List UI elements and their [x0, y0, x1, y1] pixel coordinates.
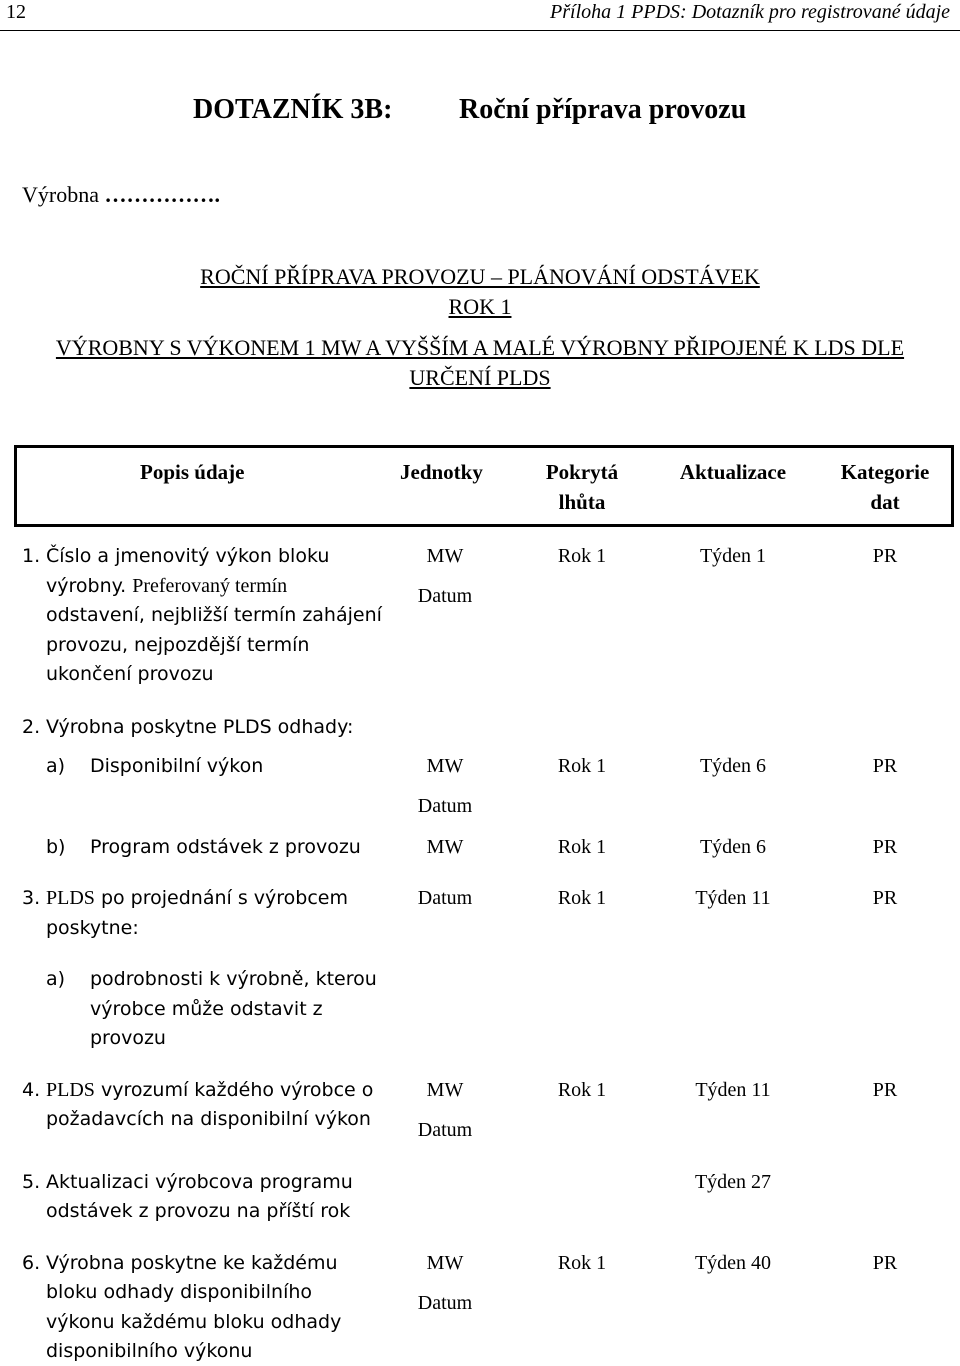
row2a-unit-mw: MW [426, 755, 464, 777]
row1-num: 1. [22, 545, 41, 567]
row1-line5: ukončení provozu [46, 663, 214, 685]
row2-text: Výrobna poskytne PLDS odhady: [46, 716, 354, 738]
header-aktualizace: Aktualizace [679, 460, 787, 484]
row3-num: 3. [22, 887, 41, 909]
row2a-aktualizace: Týden 6 [699, 755, 767, 777]
row3-line2: poskytne: [46, 917, 139, 939]
row4-aktualizace: Týden 11 [695, 1079, 771, 1101]
section-heading-2: ROK 1 [448, 294, 512, 319]
section-heading-4: URČENÍ PLDS [409, 365, 551, 390]
row3-aktualizace: Týden 11 [695, 887, 771, 909]
row2-num: 2. [22, 716, 41, 738]
vyrobna-label: Výrobna [22, 182, 99, 207]
vyrobna-dots: ……………. [104, 182, 220, 207]
row3a-line2: výrobce může odstavit z [90, 998, 323, 1020]
row1-line2b: Preferovaný termín [132, 575, 288, 597]
row2a-mark: a) [46, 755, 66, 777]
row6-line3: výkonu každému bloku odhady [46, 1311, 342, 1333]
row4-unit-datum: Datum [417, 1119, 473, 1141]
row1-aktualizace: Týden 1 [699, 545, 767, 567]
row2a-text: Disponibilní výkon [90, 755, 264, 777]
row4-num: 4. [22, 1079, 41, 1101]
row4-line1b: vyrozumí každého výrobce o [100, 1079, 374, 1101]
row2b-kategorie: PR [872, 836, 898, 858]
row1-unit-datum: Datum [417, 585, 473, 607]
row6-line1: Výrobna poskytne ke každému [46, 1252, 338, 1274]
section-heading-3: VÝROBNY S VÝKONEM 1 MW A VYŠŠÍM A MALÉ VÝROBNY PŘIPOJENÉ K LDS DLE [55, 335, 905, 360]
row1-line4: provozu, nejpozdější termín [46, 634, 310, 656]
row4-line1a: PLDS [46, 1079, 95, 1101]
vyrobna-field [22, 182, 220, 208]
header-kategorie-1: Kategorie [840, 460, 930, 484]
row6-kategorie: PR [872, 1252, 898, 1274]
row1-kategorie: PR [872, 545, 898, 567]
row1-lhuta: Rok 1 [557, 545, 607, 567]
row5-num: 5. [22, 1171, 41, 1193]
row6-line4: disponibilního výkonu [46, 1340, 253, 1362]
page-number: 12 [6, 1, 26, 23]
row1-unit-mw: MW [426, 545, 464, 567]
row5-aktualizace: Týden 27 [694, 1171, 772, 1193]
row2a-kategorie: PR [872, 755, 898, 777]
row3-line1 [46, 883, 348, 913]
row2b-lhuta: Rok 1 [557, 836, 607, 858]
header-rule [0, 30, 960, 31]
row1-line2 [46, 571, 287, 601]
row1-line3: odstavení, nejbližší termín zahájení [46, 604, 382, 626]
row6-unit-mw: MW [426, 1252, 464, 1274]
row6-lhuta: Rok 1 [557, 1252, 607, 1274]
header-lhuta-2: lhůta [558, 490, 606, 514]
row5-line1: Aktualizaci výrobcova programu [46, 1171, 353, 1193]
row3-line1b: po projednání s výrobcem [100, 887, 348, 909]
row2b-mark: b) [46, 836, 66, 858]
row3-lhuta: Rok 1 [557, 887, 607, 909]
questionnaire-id: DOTAZNÍK 3B: [193, 94, 393, 125]
row2b-text: Program odstávek z provozu [90, 836, 361, 858]
header-popis: Popis údaje [140, 460, 245, 484]
row2b-aktualizace: Týden 6 [699, 836, 767, 858]
row4-unit-mw: MW [426, 1079, 464, 1101]
row2a-unit-datum: Datum [417, 795, 473, 817]
row3-unit: Datum [417, 887, 473, 909]
header-jednotky: Jednotky [400, 460, 483, 484]
row6-aktualizace: Týden 40 [694, 1252, 772, 1274]
row5-line2: odstávek z provozu na příští rok [46, 1200, 351, 1222]
row4-kategorie: PR [872, 1079, 898, 1101]
section-heading-1: ROČNÍ PŘÍPRAVA PROVOZU – PLÁNOVÁNÍ ODSTÁVEK [200, 264, 760, 289]
header-lhuta-1: Pokrytá [545, 460, 619, 484]
row3a-line1: podrobnosti k výrobně, kterou [90, 968, 377, 990]
header-kategorie-2: dat [870, 490, 900, 514]
row4-lhuta: Rok 1 [557, 1079, 607, 1101]
row6-unit-datum: Datum [417, 1292, 473, 1314]
running-title: Příloha 1 PPDS: Dotazník pro registrované údaje [550, 1, 950, 23]
row3a-line3: provozu [90, 1027, 166, 1049]
row4-line1 [46, 1075, 373, 1105]
row6-num: 6. [22, 1252, 41, 1274]
row6-line2: bloku odhady disponibilního [46, 1281, 313, 1303]
row2a-lhuta: Rok 1 [557, 755, 607, 777]
row1-line1: Číslo a jmenovitý výkon bloku [46, 545, 330, 567]
row2b-unit: MW [426, 836, 464, 858]
row4-line2: požadavcích na disponibilní výkon [46, 1108, 371, 1130]
questionnaire-title: Roční příprava provozu [459, 94, 747, 125]
row3-line1a: PLDS [46, 887, 95, 909]
row1-line2a: výrobny. [46, 575, 127, 597]
row3a-mark: a) [46, 968, 66, 990]
row3-kategorie: PR [872, 887, 898, 909]
